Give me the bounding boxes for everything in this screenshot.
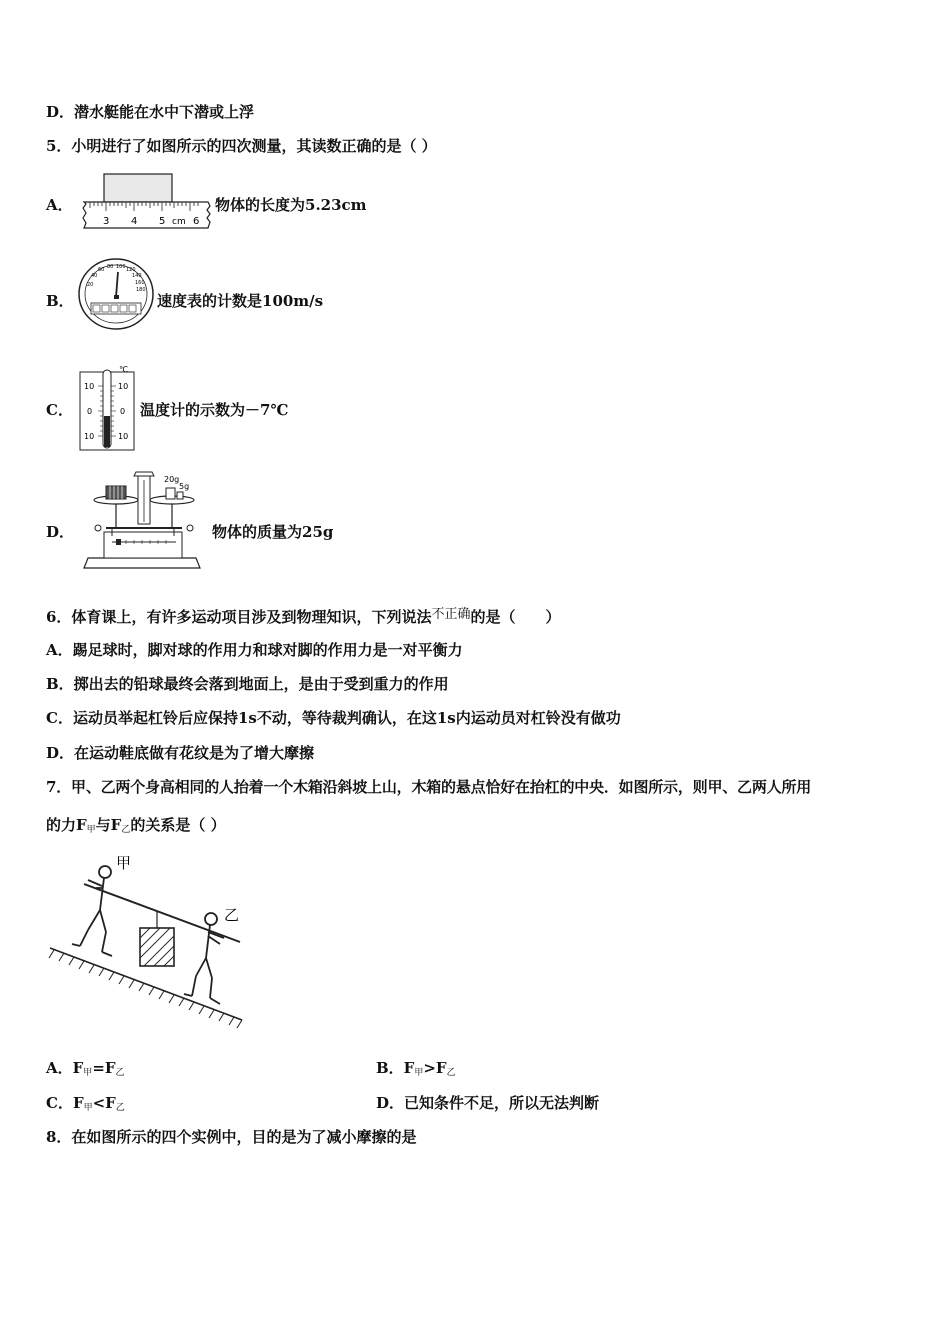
q6-stem-mark: 不正确 (431, 607, 471, 622)
odometer (91, 303, 141, 314)
wooden-box (140, 928, 174, 966)
q5-b-label: B． (46, 292, 74, 310)
label-yi: 乙 (224, 906, 240, 924)
q7-b-sub2: 乙 (446, 1068, 456, 1078)
dial-mark-140: 140 (132, 273, 142, 279)
q7-a-pre: A．F (46, 1059, 84, 1077)
q7-a-sub2: 乙 (115, 1068, 125, 1078)
weight-5g (177, 492, 183, 499)
q5-a-text: 物体的长度为5.23cm (215, 196, 367, 214)
scale-right-bottom: 10 (118, 432, 129, 441)
q6-stem (46, 605, 560, 627)
balance-base (84, 558, 200, 568)
q5-b-text: 速度表的计数是100m/s (157, 292, 324, 310)
dial-mark-120: 120 (126, 267, 136, 273)
q7-c-pre: C．F (46, 1094, 84, 1112)
scale-left-bottom: 10 (84, 432, 95, 441)
q7-stem-post: 的关系是（ ） (130, 816, 226, 834)
q5-stem: 5．小明进行了如图所示的四次测量，其读数正确的是（ ） (46, 137, 437, 155)
q7-a-mid: =F (92, 1059, 116, 1077)
q7-c-sub1: 甲 (83, 1103, 93, 1113)
dial-mark-100: 100 (116, 264, 126, 270)
q7-b-mid: >F (423, 1059, 447, 1077)
label-jia: 甲 (116, 854, 132, 872)
ruler-tick-5: 5 (159, 216, 166, 227)
q7-option-b (376, 1058, 456, 1083)
ruler-tick-4: 4 (131, 216, 138, 227)
speedometer-figure (76, 257, 156, 331)
thermometer-figure (76, 364, 138, 452)
weight-20g-label: 20g (164, 475, 180, 484)
q7-b-pre: B．F (376, 1059, 415, 1077)
dial-mark-80: 80 (107, 264, 114, 270)
balance-figure (76, 470, 208, 572)
ruler-figure (76, 170, 214, 232)
q5-a-label: A． (46, 196, 73, 214)
q6-stem-pre: 6．体育课上，有许多运动项目涉及到物理知识，下列说法 (46, 608, 432, 626)
q7-option-d: D．已知条件不足，所以无法判断 (376, 1094, 600, 1112)
measured-block (104, 174, 172, 202)
q6-option-c: C．运动员举起杠铃后应保持1s不动，等待裁判确认，在这1s内运动员对杠铃没有做功 (46, 709, 621, 727)
weight-5g-label: 5g (179, 482, 190, 491)
thermometer-unit: ℃ (119, 365, 128, 374)
person-yi (184, 913, 224, 1004)
scale-left-top: 10 (84, 382, 95, 391)
q5-c-text: 温度计的示数为－7℃ (140, 401, 289, 419)
person-jia (72, 866, 112, 956)
dial-mark-60: 60 (98, 267, 105, 273)
q7-c-mid: <F (92, 1094, 116, 1112)
q6-option-d: D．在运动鞋底做有花纹是为了增大摩擦 (46, 744, 315, 762)
measured-object (106, 486, 126, 499)
liquid-column (104, 416, 110, 447)
scale-left-zero: 0 (87, 407, 93, 416)
q7-c-sub2: 乙 (115, 1103, 125, 1113)
q4-option-d: D．潜水艇能在水中下潜或上浮 (46, 103, 255, 121)
balance-housing (104, 532, 182, 558)
dial-mark-160: 160 (135, 280, 145, 286)
q7-stem-line1: 7．甲、乙两个身高相同的人抬着一个木箱沿斜坡上山，木箱的悬点恰好在抬杠的中央．如图所示，则甲、乙两人所用 (46, 778, 812, 796)
slope-figure (44, 848, 248, 1030)
scale-right-top: 10 (118, 382, 129, 391)
q6-stem-post: 的是（ ） (470, 608, 561, 626)
q7-stem-line2 (46, 815, 226, 840)
q7-option-c (46, 1093, 125, 1118)
rider (116, 539, 121, 545)
scale-right-zero: 0 (120, 407, 126, 416)
q5-d-label: D． (46, 523, 75, 541)
dial-mark-40: 40 (91, 273, 98, 279)
ruler-tick-6: 6 (193, 216, 200, 227)
q7-b-sub1: 甲 (414, 1068, 424, 1078)
q7-a-sub1: 甲 (83, 1068, 93, 1078)
q7-sub-yi: 乙 (121, 825, 131, 835)
weight-20g (166, 488, 175, 499)
q7-stem-mid: 与F (95, 816, 122, 834)
q5-d-text: 物体的质量为25g (212, 523, 334, 541)
q6-option-b: B．掷出去的铅球最终会落到地面上，是由于受到重力的作用 (46, 675, 449, 693)
q7-stem-pre: 的力F (46, 816, 87, 834)
q8-stem: 8．在如图所示的四个实例中，目的是为了减小摩擦的是 (46, 1128, 417, 1146)
q6-option-a: A．踢足球时，脚对球的作用力和球对脚的作用力是一对平衡力 (46, 641, 463, 659)
ruler-tick-3: 3 (103, 216, 110, 227)
q7-sub-jia: 甲 (86, 825, 96, 835)
ruler-unit: cm (172, 217, 186, 227)
q7-option-a (46, 1058, 125, 1083)
q5-c-label: C． (46, 401, 73, 419)
dial-mark-20: 20 (87, 282, 94, 288)
dial-mark-180: 180 (136, 287, 146, 293)
